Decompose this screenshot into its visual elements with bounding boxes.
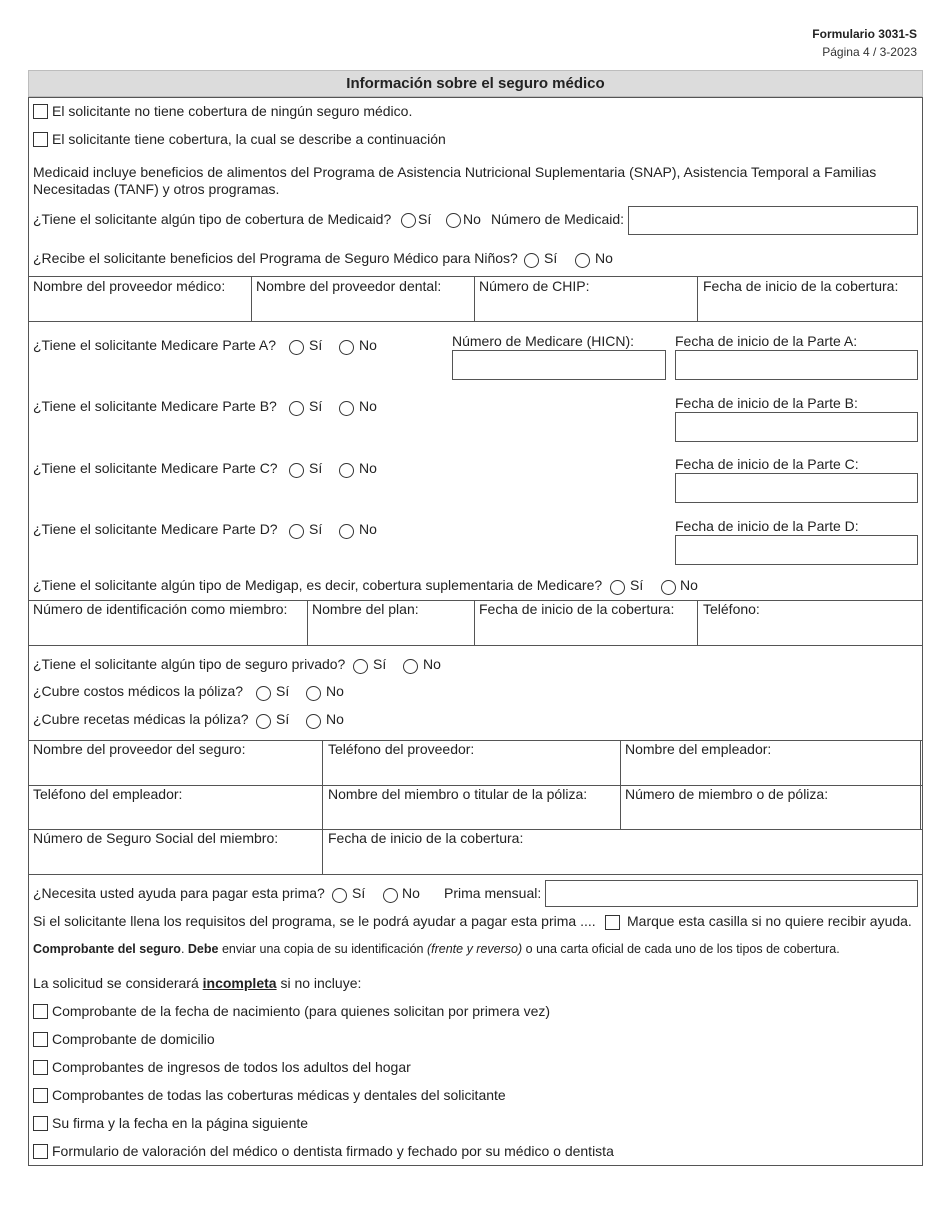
medicare-d-no-label: No — [359, 521, 377, 537]
prescriptions-yes-radio[interactable] — [256, 714, 271, 729]
has-coverage-checkbox[interactable] — [33, 132, 48, 147]
policy-number-cell[interactable]: Número de miembro o de póliza: — [625, 786, 829, 802]
monthly-premium-input[interactable] — [545, 880, 918, 907]
medicaid-number-input[interactable] — [628, 206, 918, 235]
form-number: Formulario 3031-S — [812, 27, 917, 41]
medicaid-note: Medicaid incluye beneficios de alimentos del Programa de Asistencia Nutricional Suplementaria (SNAP), Asistencia Temporal a Familias Necesitadas (TANF) y otros programas. — [33, 164, 877, 197]
medicare-c-start-input[interactable] — [675, 473, 918, 503]
medical-costs-no-radio[interactable] — [306, 686, 321, 701]
medicare-c-no-radio[interactable] — [339, 463, 354, 478]
medicare-d-yes-label: Sí — [309, 521, 323, 537]
medigap-phone-cell[interactable]: Teléfono: — [703, 601, 760, 617]
medicare-d-yes-radio[interactable] — [289, 524, 304, 539]
medicare-c-question: ¿Tiene el solicitante Medicare Parte C? — [33, 460, 278, 476]
policyholder-cell[interactable]: Nombre del miembro o titular de la póliza: — [328, 786, 588, 802]
medigap-member-id-cell[interactable]: Número de identificación como miembro: — [33, 601, 288, 617]
proof-text-a: enviar una copia de su identificación — [221, 942, 424, 956]
medicare-c-start-label: Fecha de inicio de la Parte C: — [675, 456, 859, 472]
medicare-b-yes-label: Sí — [309, 398, 323, 414]
opt-out-label: Marque esta casilla si no quiere recibir ayuda. — [627, 913, 912, 929]
medicaid-no-label: No — [463, 211, 481, 227]
chip-yes-label: Sí — [544, 250, 558, 266]
medicare-a-start-label: Fecha de inicio de la Parte A: — [675, 333, 858, 349]
medicare-a-start-input[interactable] — [675, 350, 918, 380]
medigap-yes-radio[interactable] — [610, 580, 625, 595]
medicare-b-question: ¿Tiene el solicitante Medicare Parte B? — [33, 398, 277, 414]
checklist-checkbox[interactable] — [33, 1144, 48, 1159]
medical-costs-question: ¿Cubre costos médicos la póliza? — [33, 683, 244, 699]
chip-dental-provider-cell[interactable]: Nombre del proveedor dental: — [256, 278, 442, 294]
medicaid-question: ¿Tiene el solicitante algún tipo de cobertura de Medicaid? — [33, 211, 392, 227]
checklist-checkbox[interactable] — [33, 1088, 48, 1103]
medicare-b-yes-radio[interactable] — [289, 401, 304, 416]
medicare-hicn-input[interactable] — [452, 350, 666, 380]
medicaid-number-label: Número de Medicaid: — [491, 211, 625, 227]
page-number: Página 4 / 3-2023 — [822, 45, 917, 59]
medigap-start-date-cell[interactable]: Fecha de inicio de la cobertura: — [479, 601, 675, 617]
section-title: Información sobre el seguro médico — [28, 70, 923, 97]
prescriptions-no-radio[interactable] — [306, 714, 321, 729]
prescriptions-yes-label: Sí — [276, 711, 290, 727]
medigap-question: ¿Tiene el solicitante algún tipo de Medigap, es decir, cobertura suplementaria de Medicare? — [33, 577, 603, 593]
medigap-plan-name-cell[interactable]: Nombre del plan: — [312, 601, 419, 617]
chip-start-date-cell[interactable]: Fecha de inicio de la cobertura: — [703, 278, 899, 294]
medicare-b-start-label: Fecha de inicio de la Parte B: — [675, 395, 858, 411]
premium-no-label: No — [402, 885, 420, 901]
checklist-checkbox[interactable] — [33, 1116, 48, 1131]
medicare-a-yes-label: Sí — [309, 337, 323, 353]
medical-costs-yes-radio[interactable] — [256, 686, 271, 701]
proof-note — [33, 941, 840, 958]
checklist-item: Comprobantes de todas las coberturas médicas y dentales del solicitante — [52, 1087, 506, 1103]
checklist-item: Comprobantes de ingresos de todos los adultos del hogar — [52, 1059, 411, 1075]
opt-out-checkbox[interactable] — [605, 915, 620, 930]
medical-costs-no-label: No — [326, 683, 344, 699]
medicare-d-start-input[interactable] — [675, 535, 918, 565]
employer-phone-cell[interactable]: Teléfono del empleador: — [33, 786, 183, 802]
private-question: ¿Tiene el solicitante algún tipo de seguro privado? — [33, 656, 346, 672]
checklist-item: Formulario de valoración del médico o dentista firmado y fechado por su médico o dentista — [52, 1143, 614, 1159]
medicaid-yes-radio[interactable] — [401, 213, 416, 228]
medicare-b-no-radio[interactable] — [339, 401, 354, 416]
proof-debe: Debe — [187, 942, 219, 956]
medicare-b-start-input[interactable] — [675, 412, 918, 442]
private-no-label: No — [423, 656, 441, 672]
premium-question: ¿Necesita usted ayuda para pagar esta prima? — [33, 885, 325, 901]
chip-yes-radio[interactable] — [524, 253, 539, 268]
medicaid-yes-label: Sí — [418, 211, 432, 227]
medicare-a-question: ¿Tiene el solicitante Medicare Parte A? — [33, 337, 277, 353]
has-coverage-label: El solicitante tiene cobertura, la cual se describe a continuación — [52, 131, 446, 147]
no-coverage-checkbox[interactable] — [33, 104, 48, 119]
medicare-a-no-radio[interactable] — [339, 340, 354, 355]
checklist-item: Su firma y la fecha en la página siguiente — [52, 1115, 309, 1131]
proof-bold-label: Comprobante del seguro — [33, 942, 181, 956]
private-yes-radio[interactable] — [353, 659, 368, 674]
medical-costs-yes-label: Sí — [276, 683, 290, 699]
medicare-c-no-label: No — [359, 460, 377, 476]
chip-no-label: No — [595, 250, 613, 266]
employer-name-cell[interactable]: Nombre del empleador: — [625, 741, 772, 757]
insurer-name-cell[interactable]: Nombre del proveedor del seguro: — [33, 741, 246, 757]
no-coverage-label: El solicitante no tiene cobertura de ningún seguro médico. — [52, 103, 413, 119]
checklist-checkbox[interactable] — [33, 1004, 48, 1019]
member-ssn-cell[interactable]: Número de Seguro Social del miembro: — [33, 830, 279, 846]
prescriptions-no-label: No — [326, 711, 344, 727]
chip-number-cell[interactable]: Número de CHIP: — [479, 278, 590, 294]
premium-no-radio[interactable] — [383, 888, 398, 903]
checklist-item: Comprobante de la fecha de nacimiento (para quienes solicitan por primera vez) — [52, 1003, 551, 1019]
medigap-yes-label: Sí — [630, 577, 644, 593]
monthly-premium-label: Prima mensual: — [444, 885, 542, 901]
medicare-a-yes-radio[interactable] — [289, 340, 304, 355]
proof-text-b: o una carta oficial de cada uno de los tipos de cobertura. — [525, 942, 840, 956]
premium-yes-label: Sí — [352, 885, 366, 901]
checklist-checkbox[interactable] — [33, 1032, 48, 1047]
chip-medical-provider-cell[interactable]: Nombre del proveedor médico: — [33, 278, 226, 294]
premium-eligible-note: Si el solicitante llena los requisitos del programa, se le podrá ayudar a pagar esta prima .... — [33, 913, 596, 929]
medicare-c-yes-label: Sí — [309, 460, 323, 476]
medicare-a-no-label: No — [359, 337, 377, 353]
checklist-checkbox[interactable] — [33, 1060, 48, 1075]
medigap-no-radio[interactable] — [661, 580, 676, 595]
chip-question: ¿Recibe el solicitante beneficios del Programa de Seguro Médico para Niños? — [33, 250, 518, 266]
incomplete-suffix: si no incluye: — [280, 975, 362, 991]
incomplete-prefix: La solicitud se considerará — [33, 975, 199, 991]
medigap-no-label: No — [680, 577, 698, 593]
medicare-c-yes-radio[interactable] — [289, 463, 304, 478]
premium-yes-radio[interactable] — [332, 888, 347, 903]
private-no-radio[interactable] — [403, 659, 418, 674]
proof-italic: (frente y reverso) — [426, 942, 523, 956]
private-start-date-cell[interactable]: Fecha de inicio de la cobertura: — [328, 830, 524, 846]
chip-no-radio[interactable] — [575, 253, 590, 268]
medicare-d-start-label: Fecha de inicio de la Parte D: — [675, 518, 859, 534]
medicaid-no-radio[interactable] — [446, 213, 461, 228]
medicare-b-no-label: No — [359, 398, 377, 414]
medicare-d-no-radio[interactable] — [339, 524, 354, 539]
incomplete-word: incompleta — [202, 975, 277, 991]
prescriptions-question: ¿Cubre recetas médicas la póliza? — [33, 711, 249, 727]
medicare-hicn-label: Número de Medicare (HICN): — [452, 333, 635, 349]
incomplete-intro — [33, 975, 361, 992]
proof-period: . — [180, 942, 185, 956]
medicare-d-question: ¿Tiene el solicitante Medicare Parte D? — [33, 521, 278, 537]
provider-phone-cell[interactable]: Teléfono del proveedor: — [328, 741, 475, 757]
checklist-item: Comprobante de domicilio — [52, 1031, 215, 1047]
private-yes-label: Sí — [373, 656, 387, 672]
